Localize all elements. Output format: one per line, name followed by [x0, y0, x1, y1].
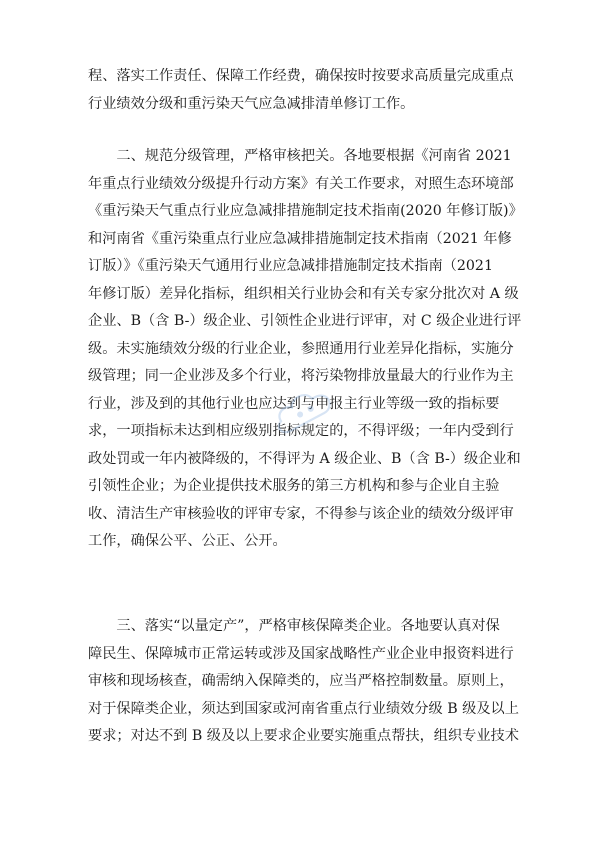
text-line: 收、清洁生产审核验收的评审专家，不得参与该企业的绩效分级评审 [88, 505, 514, 522]
text-line: 三、落实“以量定产”，严格审核保障类企业。各地要认真对保 [88, 618, 500, 634]
text-line: 政处罚或一年内被降级的，不得评为 A 级企业、B（含 B-）级企业和 [88, 450, 521, 467]
text-line: 年重点行业绩效分级提升行动方案》有关工作要求，对照生态环境部 [88, 175, 514, 192]
text-line: 程、落实工作责任、保障工作经费，确保按时按要求高质量完成重点 [88, 68, 514, 84]
text-line: 年修订版）差异化指标，组织相关行业协会和有关专家分批次对 A 级 [88, 285, 519, 302]
paragraph-1 [88, 63, 518, 118]
text-line: 企业、B（含 B-）级企业、引领性企业进行评审，对 C 级企业进行评 [88, 313, 522, 329]
text-line: 障民生、保障城市正常运转或涉及国家战略性产业企业申报资料进行 [88, 645, 514, 662]
text-line: 级。未实施绩效分级的行业企业，参照通用行业差异化指标，实施分 [88, 340, 514, 357]
paragraph-2 [88, 143, 523, 556]
text-line: 行业，涉及到的其他行业也应达到与申报主行业等级一致的指标要 [88, 395, 500, 412]
text-line: 审核和现场核查，确需纳入保障类的，应当严格控制数量。原则上， [88, 673, 514, 689]
paragraph-3 [88, 613, 518, 751]
text-line: 和河南省《重污染重点行业应急减排措施制定技术指南（2021 年修 [88, 230, 512, 247]
text-line: 级管理；同一企业涉及多个行业，将污染物排放量最大的行业作为主 [88, 368, 514, 384]
text-line: 要求；对达不到 B 级及以上要求企业要实施重点帮扶，组织专业技术 [88, 728, 519, 744]
text-line: 工作，确保公平、公正、公开。 [88, 533, 287, 549]
text-line: 《重污染天气重点行业应急减排措施制定技术指南(2020 年修订版)》 [88, 203, 523, 219]
text-line: 行业绩效分级和重污染天气应急减排清单修订工作。 [88, 95, 415, 112]
text-line: 引领性企业；为企业提供技术服务的第三方机构和参与企业自主验 [88, 478, 500, 494]
text-line: 二、规范分级管理，严格审核把关。各地要根据《河南省 2021 [88, 148, 512, 164]
text-line: 订版）》《重污染天气通用行业应急减排措施制定技术指南（2021 [88, 258, 493, 274]
text-line: 对于保障类企业，须达到国家或河南省重点行业绩效分级 B 级及以上 [88, 700, 519, 717]
text-line: 求，一项指标未达到相应级别指标规定的，不得评级；一年内受到行 [88, 423, 514, 439]
